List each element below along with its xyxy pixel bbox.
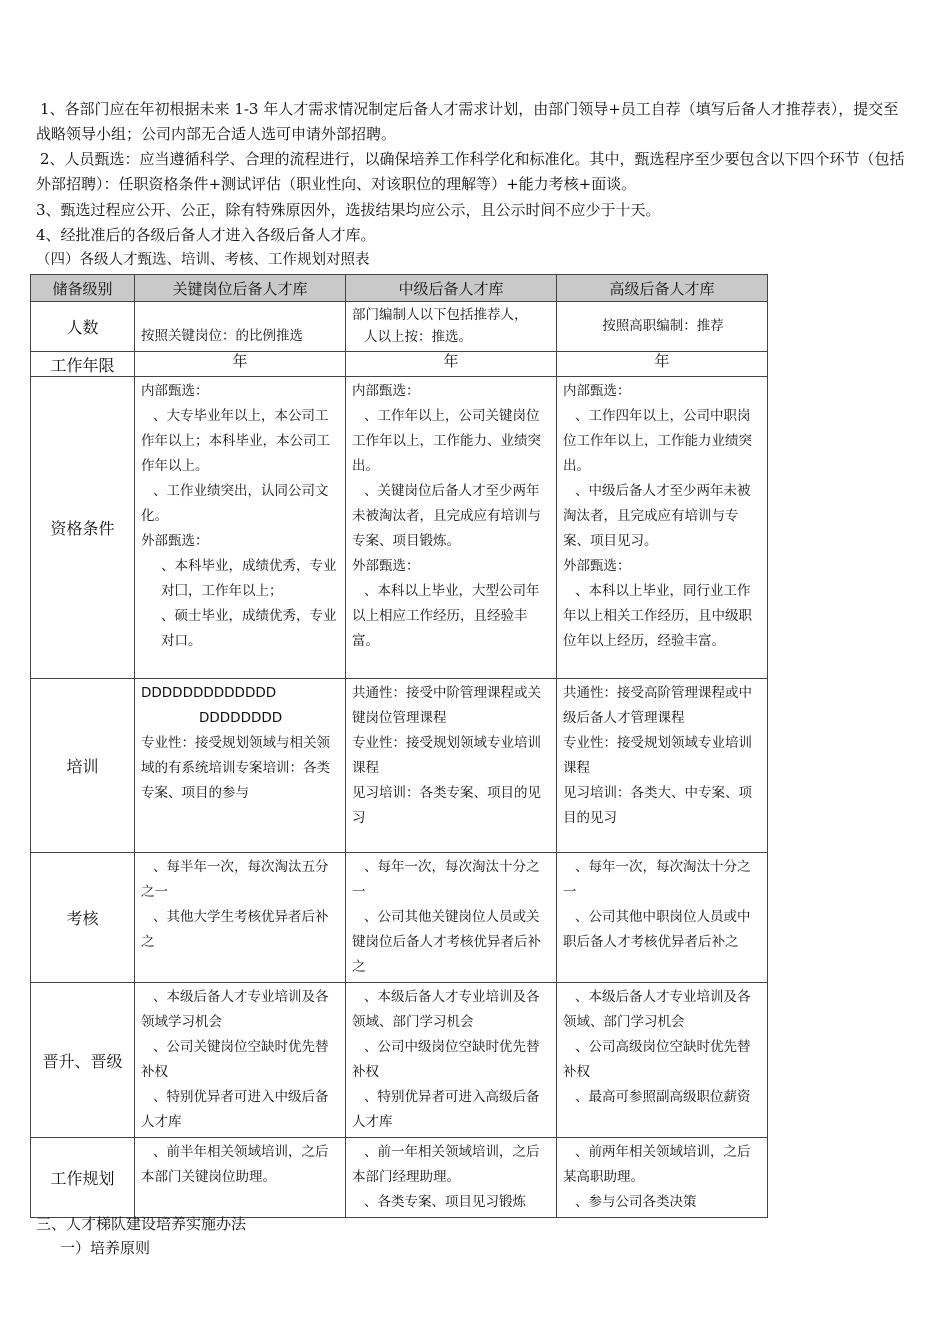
promo-mid-3: 、特别优异者可进入高级后备人才库 xyxy=(352,1089,540,1130)
cell-promo-key xyxy=(135,983,346,1138)
row-label-training: 培训 xyxy=(31,679,135,853)
assess-key-1: 、每半年一次，每次淘汰五分之一 xyxy=(141,859,329,900)
row-training xyxy=(31,679,768,853)
cell-headcount-mid xyxy=(346,302,557,352)
section-title: 三、人才梯队建设培养实施办法 xyxy=(36,1215,247,1233)
training-key-line-1: DDDDDDDDDDDDD xyxy=(141,685,277,701)
assess-high-2: 、公司其他中职岗位人员或中职后备人才考核优异者后补之 xyxy=(563,909,751,950)
qual-mid-inner-2: 、关键岗位后备人才至少两年未被淘汰者，且完成应有培训与专案、项目锻炼。 xyxy=(352,483,541,549)
qual-key-outer-2: 、硕士毕业，成绩优秀，专业对口。 xyxy=(161,608,337,649)
cell-assess-high xyxy=(557,853,768,983)
training-mid-prof: 接受规划领域专业培训课程 xyxy=(352,735,541,776)
promo-high-3: 、最高可参照副高级职位薪资 xyxy=(575,1089,751,1105)
promo-key-1: 、本级后备人才专业培训及各领域学习机会 xyxy=(141,989,329,1030)
cell-plan-high xyxy=(557,1138,768,1218)
row-label-years: 工作年限 xyxy=(31,352,135,377)
promo-key-2: 、公司关键岗位空缺时优先替补权 xyxy=(141,1039,329,1080)
qual-mid-inner-title: 内部甄选： xyxy=(352,383,420,399)
qual-mid-inner-1: 、工作年以上，公司关键岗位工作年以上，工作能力、业绩突出。 xyxy=(352,408,541,474)
comparison-table xyxy=(30,274,768,1218)
qual-high-inner-title: 内部甄选： xyxy=(563,383,631,399)
header-high-pool: 高级后备人才库 xyxy=(557,275,768,302)
qual-key-outer-1: 、本科毕业，成绩优秀，专业对囗，工作年以上； xyxy=(161,558,337,599)
qual-mid-outer-1: 、本科以上毕业，大型公司年以上相应工作经历，且经验丰富。 xyxy=(352,583,540,649)
assess-high-1: 、每年一次，每次淘汰十分之一 xyxy=(563,859,751,900)
headcount-mid-line-2: 人以上按：推选。 xyxy=(364,329,472,345)
cell-plan-mid xyxy=(346,1138,557,1218)
cell-assess-key xyxy=(135,853,346,983)
qual-mid-outer-title: 外部甄选： xyxy=(352,558,420,574)
promo-mid-1: 、本级后备人才专业培训及各领域、部门学习机会 xyxy=(352,989,540,1030)
header-mid-pool: 中级后备人才库 xyxy=(346,275,557,302)
training-high-common-label: 共通性： xyxy=(563,685,617,701)
cell-years-high: 年 xyxy=(557,352,768,377)
promo-mid-2: 、公司中级岗位空缺时优先替补权 xyxy=(352,1039,540,1080)
intro-paragraph-3: 3、甄选过程应公开、公正，除有特殊原因外，选拔结果均应公示，且公示时间不应少于十天。 xyxy=(36,201,661,219)
training-high-prof-label: 专业性： xyxy=(563,735,617,751)
training-high-intern-label: 见习培训： xyxy=(563,785,631,801)
header-key-pool: 关键岗位后备人才库 xyxy=(135,275,346,302)
cell-promo-mid xyxy=(346,983,557,1138)
table-caption: （四）各级人才甄选、培训、考核、工作规划对照表 xyxy=(36,252,370,268)
table-header-row xyxy=(31,275,768,302)
cell-plan-key xyxy=(135,1138,346,1218)
training-high-prof: 接受规划领域专业培训课程 xyxy=(563,735,752,776)
cell-qual-high xyxy=(557,377,768,679)
promo-high-1: 、本级后备人才专业培训及各领域、部门学习机会 xyxy=(563,989,751,1030)
plan-mid-1: 、前一年相关领域培训，之后本部门经理助理。 xyxy=(352,1144,540,1185)
row-label-work-plan: 工作规划 xyxy=(31,1138,135,1218)
cell-qual-key xyxy=(135,377,346,679)
cell-assess-mid xyxy=(346,853,557,983)
training-high-common: 接受高阶管理课程或中级后备人才管理课程 xyxy=(563,685,752,726)
promo-key-3: 、特别优异者可进入中级后备人才库 xyxy=(141,1089,329,1130)
headcount-mid-line-1: 部门编制人以下包括推荐人， xyxy=(352,307,528,323)
qual-high-outer-1: 、本科以上毕业，同行业工作年以上相关工作经历，且中级职位年以上经历，经验丰富。 xyxy=(563,583,752,649)
training-mid-intern-label: 见习培训： xyxy=(352,785,420,801)
cell-years-key: 年 xyxy=(135,352,346,377)
qual-key-inner-title: 内部甄选： xyxy=(141,383,209,399)
row-label-promotion: 晋升、晋级 xyxy=(31,983,135,1138)
training-high-intern: 各类大、中专案、项目的见习 xyxy=(563,785,752,826)
row-headcount xyxy=(31,302,768,352)
cell-headcount-high xyxy=(557,302,768,352)
cell-training-key xyxy=(135,679,346,853)
promo-high-2: 、公司高级岗位空缺时优先替补权 xyxy=(563,1039,751,1080)
assess-key-2: 、其他大学生考核优异者后补之 xyxy=(141,909,329,950)
qual-high-inner-2: 、中级后备人才至少两年未被淘汰者，且完成应有培训与专案、项目见习。 xyxy=(563,483,751,549)
cell-training-mid xyxy=(346,679,557,853)
row-label-headcount: 人数 xyxy=(31,302,135,352)
training-key-line-2: DDDDDDDD xyxy=(199,710,283,726)
header-level: 储备级别 xyxy=(31,275,135,302)
row-years xyxy=(31,352,768,377)
intro-paragraph-4: 4、经批准后的各级后备人才进入各级后备人才库。 xyxy=(36,226,376,244)
qual-key-inner-1: 、大专毕业年以上，本公司工作年以上；本科毕业，本公司工作年以上。 xyxy=(141,408,330,474)
training-mid-prof-label: 专业性： xyxy=(352,735,406,751)
cell-training-high xyxy=(557,679,768,853)
subsection-title: 一）培养原则 xyxy=(60,1239,151,1257)
training-mid-intern: 各类专案、项目的见习 xyxy=(352,785,541,826)
qual-key-outer-title: 外部甄选： xyxy=(141,533,209,549)
cell-headcount-key xyxy=(135,302,346,352)
assess-mid-1: 、每年一次，每次淘汰十分之一 xyxy=(352,859,540,900)
row-qualification xyxy=(31,377,768,679)
training-mid-common: 接受中阶管理课程或关键岗位管理课程 xyxy=(352,685,541,726)
plan-high-2: 、参与公司各类决策 xyxy=(575,1194,697,1210)
intro-paragraph-2: 2、人员甄选：应当遵循科学、合理的流程进行，以确保培养工作科学化和标准化。其中，甄选程序至少要包含以下四个环节（包括外部招聘）：任职资格条件+测试评估（职业性向、对该职位的理解等）+能力考核+面谈。 xyxy=(36,150,905,193)
headcount-key-text: 按照关键岗位：的比例推选 xyxy=(141,328,303,344)
plan-mid-2: 、各类专案、项目见习锻炼 xyxy=(364,1194,526,1210)
qual-high-outer-title: 外部甄选： xyxy=(563,558,631,574)
cell-promo-high xyxy=(557,983,768,1138)
intro-paragraph-1: 1、各部门应在年初根据未来 1-3 年人才需求情况制定后备人才需求计划，由部门领导+员工自荐（填写后备人才推荐表），提交至战略领导小组；公司内部无合适人选可申请外部招聘。 xyxy=(36,100,899,143)
training-mid-common-label: 共通性： xyxy=(352,685,406,701)
row-label-assessment: 考核 xyxy=(31,853,135,983)
row-assessment xyxy=(31,853,768,983)
qual-key-inner-2: 、工作业绩突出，认同公司文化。 xyxy=(141,483,329,524)
assess-mid-2: 、公司其他关键岗位人员或关键岗位后备人才考核优异者后补之 xyxy=(352,909,541,975)
cell-qual-mid xyxy=(346,377,557,679)
row-label-qualification: 资格条件 xyxy=(31,377,135,679)
plan-high-1: 、前两年相关领域培训，之后某高职助理。 xyxy=(563,1144,751,1185)
row-work-plan xyxy=(31,1138,768,1218)
row-promotion xyxy=(31,983,768,1138)
headcount-high-text: 按照高职编制：推荐 xyxy=(602,318,724,334)
qual-high-inner-1: 、工作四年以上，公司中职岗位工作年以上，工作能力业绩突出。 xyxy=(563,408,752,474)
training-key-line-3: 专业性：接受规划领域与相关领域的有系统培训专案培训：各类专案、项目的参与 xyxy=(141,735,330,801)
cell-years-mid: 年 xyxy=(346,352,557,377)
plan-key-1: 、前半年相关领域培训，之后本部门关键岗位助理。 xyxy=(141,1144,329,1185)
